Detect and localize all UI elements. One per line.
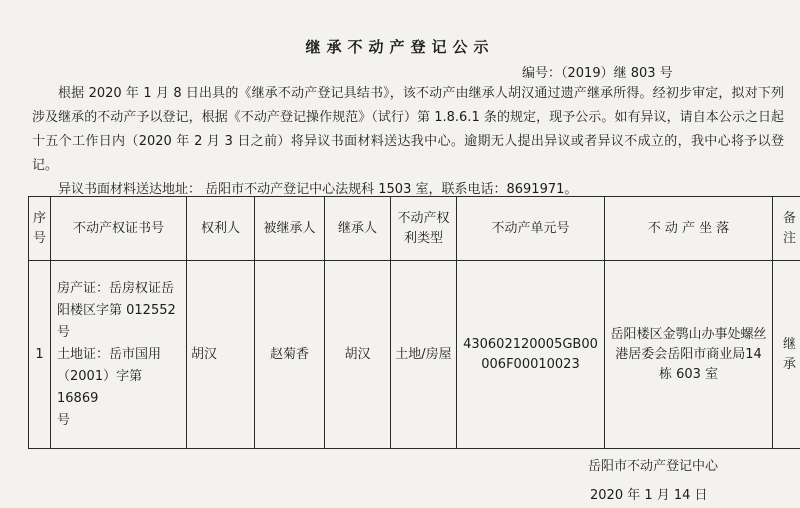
header-heir: 继承人 (325, 197, 391, 261)
cert-line: 号 (57, 412, 71, 428)
table-row (29, 261, 800, 449)
cell-decedent: 赵菊香 (255, 261, 325, 449)
cell-seq: 1 (29, 261, 51, 449)
cert-line: 阳楼区字第 012552 (57, 302, 176, 318)
header-seq: 序号 (29, 197, 51, 261)
cell-unit-no: 430602120005GB00006F00010023 (457, 261, 605, 449)
issuing-organization: 岳阳市不动产登记中心 (588, 459, 719, 474)
notice-paragraph: 根据 2020 年 1 月 8 日出具的《继承不动产登记具结书》，该不动产由继承人胡汉通过遗产继承所得。经初步审定，拟对下列涉及继承的不动产予以登记，根据《不动产登记操作规范》（试行）第 1.8.6.1 条的规定，现予公示。如有异议，请自本公示之日起十五个工作日内（2020 年 2 月 3 日之前）将异议书面材料送达我中心。逾期无人提出异议或者异议不成立的，我中心将予以登记。 (32, 86, 784, 173)
cert-line: 土地证：岳市国用 (57, 346, 162, 362)
page-title: 继承不动产登记公示 (305, 38, 495, 56)
cert-line: 房产证：岳房权证岳 (57, 280, 175, 296)
header-remark: 备注 (773, 197, 800, 261)
cell-heir: 胡汉 (325, 261, 391, 449)
cert-line: 号 (57, 324, 71, 340)
header-location: 不 动 产 坐 落 (605, 197, 773, 261)
header-right-type: 不动产权利类型 (391, 197, 457, 261)
document-number: 编号：（2019）继 803 号 (522, 66, 673, 81)
header-holder: 权利人 (187, 197, 255, 261)
table-header-row (29, 197, 800, 261)
cell-holder: 胡汉 (187, 261, 255, 449)
cell-location: 岳阳楼区金鹗山办事处螺丝港居委会岳阳市商业局14 栋 603 室 (605, 261, 773, 449)
header-decedent: 被继承人 (255, 197, 325, 261)
issue-date: 2020 年 1 月 14 日 (590, 488, 708, 503)
header-unit-no: 不动产单元号 (457, 197, 605, 261)
property-table (28, 196, 800, 449)
objection-address: 异议书面材料送达地址： 岳阳市不动产登记中心法规科 1503 室，联系电话：8691971。 (58, 182, 578, 197)
cert-line: （2001）字第 16869 (57, 368, 143, 406)
header-cert-no: 不动产权证书号 (51, 197, 187, 261)
cell-cert-no (51, 261, 187, 449)
cell-right-type: 土地/房屋 (391, 261, 457, 449)
cell-remark: 继承 (773, 261, 800, 449)
